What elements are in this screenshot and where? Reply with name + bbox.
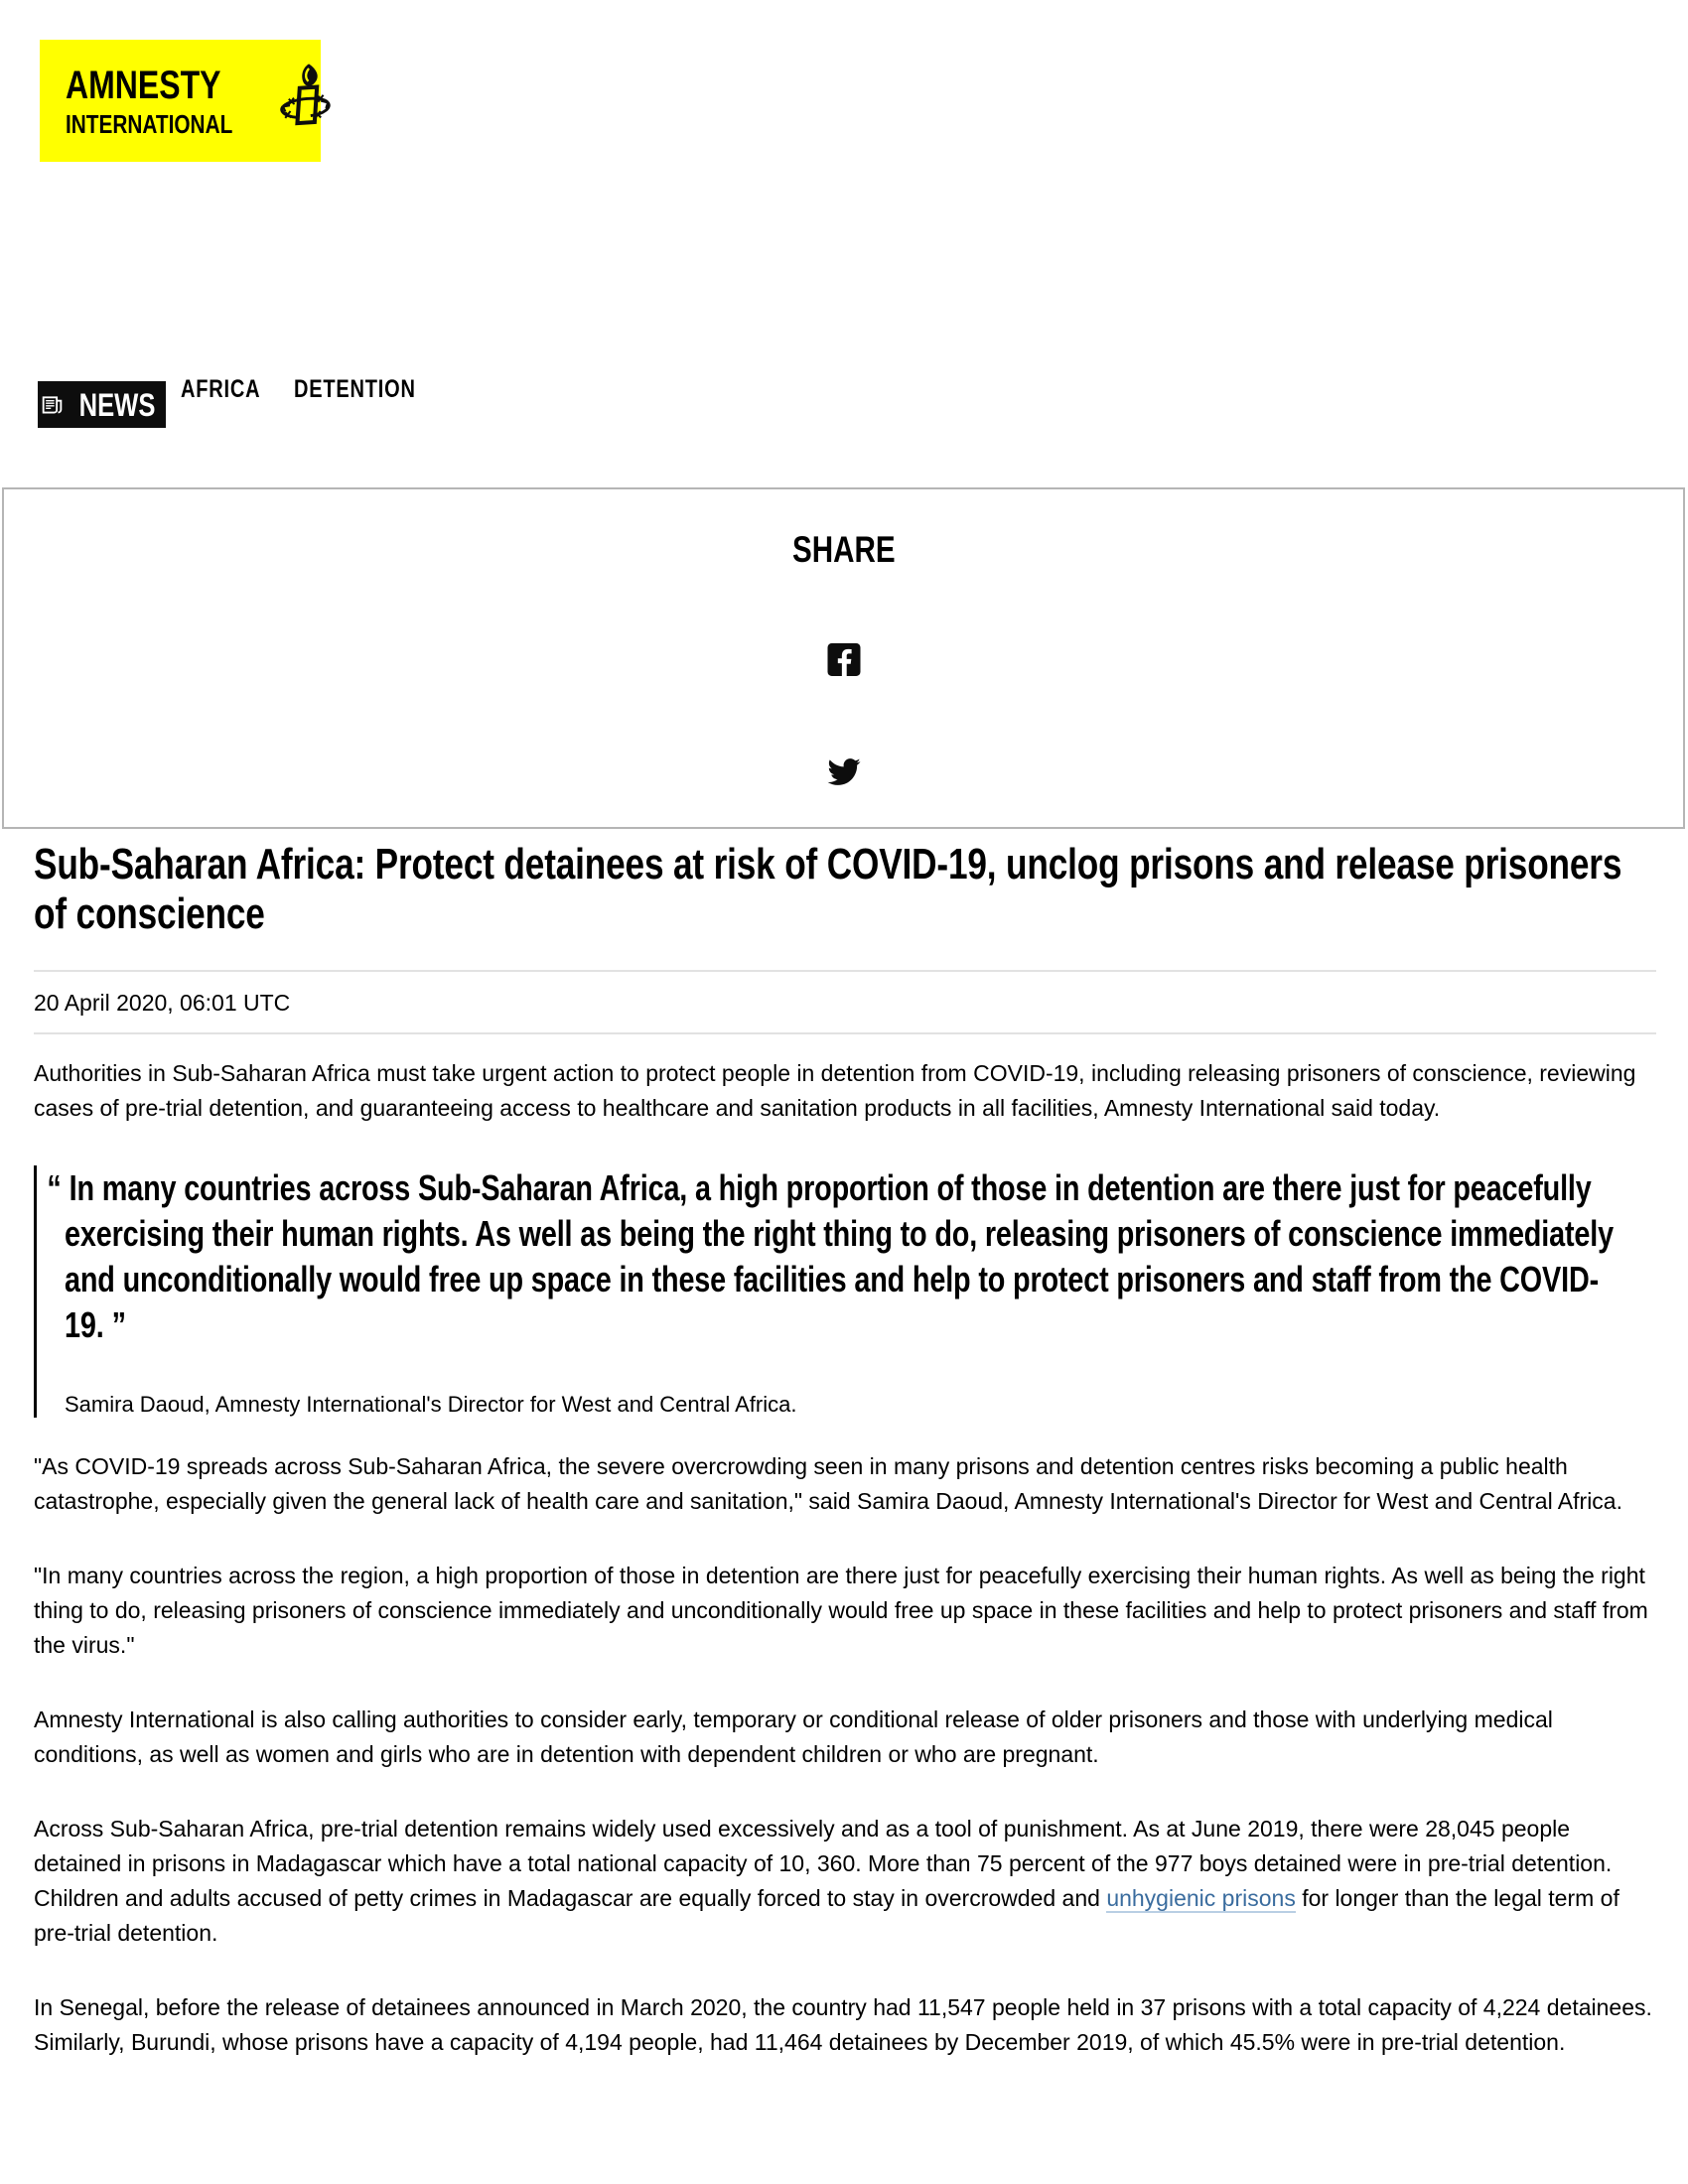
logo-line1: AMNESTY: [66, 63, 221, 107]
article-paragraph: "In many countries across the region, a high proportion of those in detention are there just for peacefully exercising their human rights. As well as being the right thing to do, releasing prisoners of conscience immediately and unconditionally would free up space in these facilities and help to protect prisoners and staff from the virus.": [34, 1563, 1648, 1658]
news-badge-label: NEWS: [78, 386, 156, 423]
amnesty-logo[interactable]: [40, 40, 321, 162]
twitter-share-button[interactable]: [824, 755, 864, 793]
article-paragraph: "As COVID-19 spreads across Sub-Saharan Africa, the severe overcrowding seen in many prisons and detention centres risks becoming a public health catastrophe, especially given the general lack of health care and sanitation," said Samira Daoud, Amnesty International's Director for West and Central Africa.: [34, 1453, 1622, 1514]
article-paragraph: In Senegal, before the release of detainees announced in March 2020, the country had 11,547 people held in 37 prisons with a total capacity of 4,224 detainees. Similarly, Burundi, whose prisons have a capacity of 4,194 people, had 11,464 detainees by December 2019, of which 45.5% were in pre-trial detention.: [34, 1994, 1652, 2055]
tag-detention[interactable]: DETENTION: [294, 375, 417, 403]
article-date: 20 April 2020, 06:01 UTC: [34, 990, 291, 1016]
tag-africa[interactable]: AFRICA: [181, 375, 261, 403]
page-title: Sub-Saharan Africa: Protect detainees at risk of COVID-19, unclog prisons and release prisoners of conscience: [34, 840, 1622, 938]
candle-barbed-wire-icon: [276, 48, 334, 148]
share-heading: SHARE: [791, 529, 896, 570]
article-body: [34, 840, 1656, 2100]
pull-quote: [34, 1165, 1656, 1418]
amnesty-logo-text: [66, 63, 274, 139]
facebook-share-button[interactable]: [827, 643, 860, 681]
article-paragraph: Authorities in Sub-Saharan Africa must take urgent action to protect people in detention from COVID-19, including releasing prisoners of conscience, reviewing cases of pre-trial detention, and guaranteeing access to healthcare and sanitation products in all facilities, Amnesty International said today.: [34, 1060, 1636, 1121]
twitter-icon: [824, 755, 864, 788]
close-quote-mark: ”: [111, 1304, 126, 1345]
open-quote-mark: “: [47, 1167, 62, 1208]
divider: [34, 970, 1656, 972]
quote-attribution: Samira Daoud, Amnesty International's Director for West and Central Africa.: [65, 1392, 797, 1417]
share-panel: [2, 487, 1685, 829]
news-badge[interactable]: [38, 381, 166, 428]
article-paragraph: Amnesty International is also calling authorities to consider early, temporary or conditional release of older prisoners and those with underlying medical conditions, as well as women and girls who are in detention with dependent children or who are pregnant.: [34, 1706, 1553, 1767]
facebook-icon: [827, 643, 860, 676]
newspaper-icon: [39, 391, 66, 418]
article-paragraph: Across Sub-Saharan Africa, pre-trial detention remains widely used excessively and as a tool of punishment. As at June 2019, there were 28,045 people detained in prisons in Madagascar which have a total national capacity of 10, 360. More than 75 percent of the 977 boys detained were in pre-trial detention. Children and adults accused of petty crimes in Madagascar are equally forced to stay in overcrowded and unhygienic prisons for longer than the legal term of pre-trial detention.: [34, 1816, 1619, 1946]
logo-line2: INTERNATIONAL: [66, 108, 233, 139]
unhygienic-prisons-link[interactable]: unhygienic prisons: [1106, 1885, 1296, 1911]
topic-tags: [181, 377, 447, 401]
divider: [34, 1032, 1656, 1034]
news-meta-row: [38, 377, 447, 428]
quote-text: In many countries across Sub-Saharan Africa, a high proportion of those in detention are there just for peacefully exercising their human rights. As well as being the right thing to do, releasing prisoners of conscience immediately and unconditionally would free up space in these facilities and help to protect prisoners and staff from the COVID-19.: [65, 1167, 1614, 1345]
